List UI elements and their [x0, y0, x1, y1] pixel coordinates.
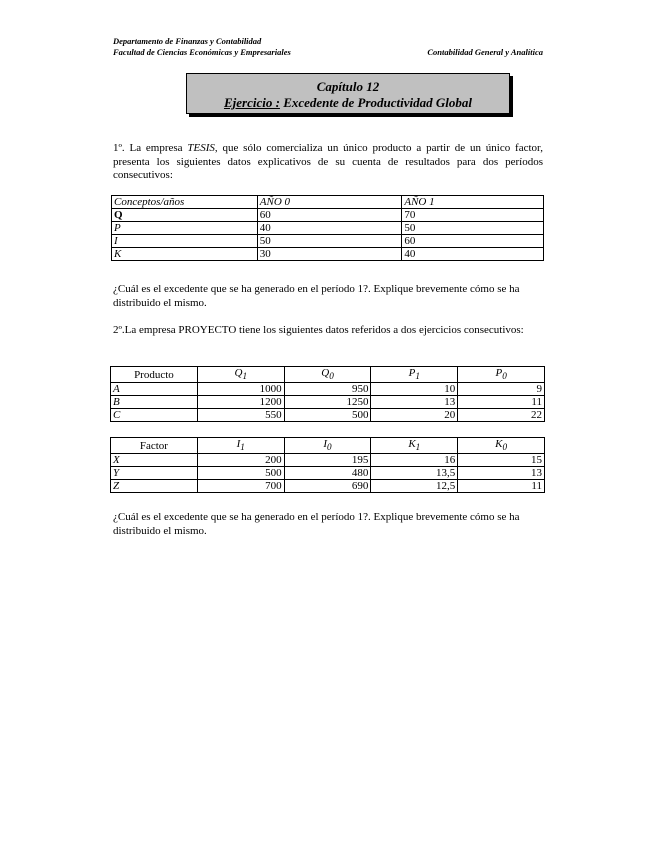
header-symbol: P: [408, 367, 416, 379]
table-row: [111, 409, 545, 422]
header-symbol: Q: [321, 367, 330, 379]
column-header: [197, 367, 284, 383]
table-header-row: [112, 196, 544, 209]
exercise-1-question: ¿Cuál es el excedente que se ha generado en el período 1?. Explique brevemente cómo se ha distribuido el mismo.: [113, 283, 520, 309]
header-subscript: 0: [502, 371, 507, 382]
column-header: [458, 438, 545, 454]
column-header: [197, 438, 284, 454]
column-header: [371, 438, 458, 454]
row-label: Z: [111, 480, 198, 493]
row-label: P: [112, 222, 258, 235]
cell: 500: [197, 467, 284, 480]
cell: 195: [284, 454, 371, 467]
cell: 22: [458, 409, 545, 422]
exercise-2-intro: 2º.La empresa PROYECTO tiene los siguientes datos referidos a dos ejercicios consecutivos:: [113, 324, 524, 336]
cell: 13: [458, 467, 545, 480]
table-row: [111, 467, 545, 480]
header-symbol: P: [495, 367, 503, 379]
cell: 500: [284, 409, 371, 422]
intro-text-cont: , que sólo comercializa un único producto a partir de un único factor, presenta los siguientes datos explicativos de su cuenta de resultados para dos períodos consecutivos:: [113, 142, 543, 181]
table-row: [112, 248, 544, 261]
header-subscript: 0: [327, 442, 332, 453]
header-symbol: I: [323, 438, 328, 450]
row-label: A: [111, 383, 198, 396]
company-name: TESIS: [187, 142, 215, 154]
cell: 10: [371, 383, 458, 396]
header-subscript: 0: [502, 442, 508, 453]
table-header-row: [111, 438, 545, 454]
cell: 60: [402, 235, 544, 248]
header-symbol: Q: [234, 367, 243, 379]
header-subscript: 1: [415, 442, 421, 453]
cell: 700: [197, 480, 284, 493]
cell: 1200: [197, 396, 284, 409]
table-row: [112, 222, 544, 235]
course-name: Contabilidad General y Analítica: [427, 47, 543, 57]
column-header: Producto: [111, 367, 198, 383]
header-subscript: 1: [242, 371, 248, 382]
chapter-title-box: [186, 73, 510, 114]
table-row: [111, 454, 545, 467]
cell: 20: [371, 409, 458, 422]
page-header-left: [113, 36, 291, 58]
column-header: [284, 367, 371, 383]
cell: 1250: [284, 396, 371, 409]
cell: 11: [458, 396, 545, 409]
cell: 50: [402, 222, 544, 235]
table-row: [112, 209, 544, 222]
row-label: Y: [111, 467, 198, 480]
header-subscript: 0: [329, 371, 334, 382]
cell: 11: [458, 480, 545, 493]
products-table: [110, 366, 545, 422]
table-row: [111, 480, 545, 493]
cell: 13,5: [371, 467, 458, 480]
cell: 30: [257, 248, 402, 261]
header-symbol: I: [236, 438, 241, 450]
cell: 1000: [197, 383, 284, 396]
results-table: [111, 195, 544, 261]
cell: 50: [257, 235, 402, 248]
faculty-name: Facultad de Ciencias Económicas y Empresariales: [113, 47, 291, 57]
factors-table: [110, 437, 545, 493]
cell: 40: [402, 248, 544, 261]
table-row: [111, 383, 545, 396]
cell: 13: [371, 396, 458, 409]
row-label: X: [111, 454, 198, 467]
cell: 40: [257, 222, 402, 235]
cell: 480: [284, 467, 371, 480]
column-header: AÑO 1: [402, 196, 544, 209]
header-subscript: 1: [240, 442, 245, 453]
cell: 950: [284, 383, 371, 396]
exercise-1-intro: [113, 142, 543, 183]
table-row: [111, 396, 545, 409]
table-row: [112, 235, 544, 248]
cell: 690: [284, 480, 371, 493]
column-header: [371, 367, 458, 383]
cell: 12,5: [371, 480, 458, 493]
cell: 15: [458, 454, 545, 467]
cell: 550: [197, 409, 284, 422]
intro-text: 1º. La empresa: [113, 142, 188, 154]
table-header-row: [111, 367, 545, 383]
exercise-title: [187, 95, 509, 111]
cell: 9: [458, 383, 545, 396]
row-label: B: [111, 396, 198, 409]
row-label: Q: [112, 209, 258, 222]
cell: 60: [257, 209, 402, 222]
cell: 16: [371, 454, 458, 467]
column-header: AÑO 0: [257, 196, 402, 209]
header-symbol: K: [495, 438, 503, 450]
column-header: [284, 438, 371, 454]
chapter-label: Capítulo 12: [316, 79, 380, 94]
column-header: [458, 367, 545, 383]
row-label: K: [112, 248, 258, 261]
column-header: Conceptos/años: [112, 196, 258, 209]
department-name: Departamento de Finanzas y Contabilidad: [113, 36, 262, 46]
exercise-2-question: ¿Cuál es el excedente que se ha generado en el período 1?. Explique brevemente cómo se ha distribuido el mismo.: [113, 511, 520, 537]
row-label: C: [111, 409, 198, 422]
exercise-word: Ejercicio :: [223, 95, 280, 110]
cell: 200: [197, 454, 284, 467]
header-symbol: K: [408, 438, 416, 450]
exercise-name: Excedente de Productividad Global: [279, 95, 473, 110]
header-subscript: 1: [415, 371, 420, 382]
column-header: Factor: [111, 438, 198, 454]
row-label: I: [112, 235, 258, 248]
cell: 70: [402, 209, 544, 222]
